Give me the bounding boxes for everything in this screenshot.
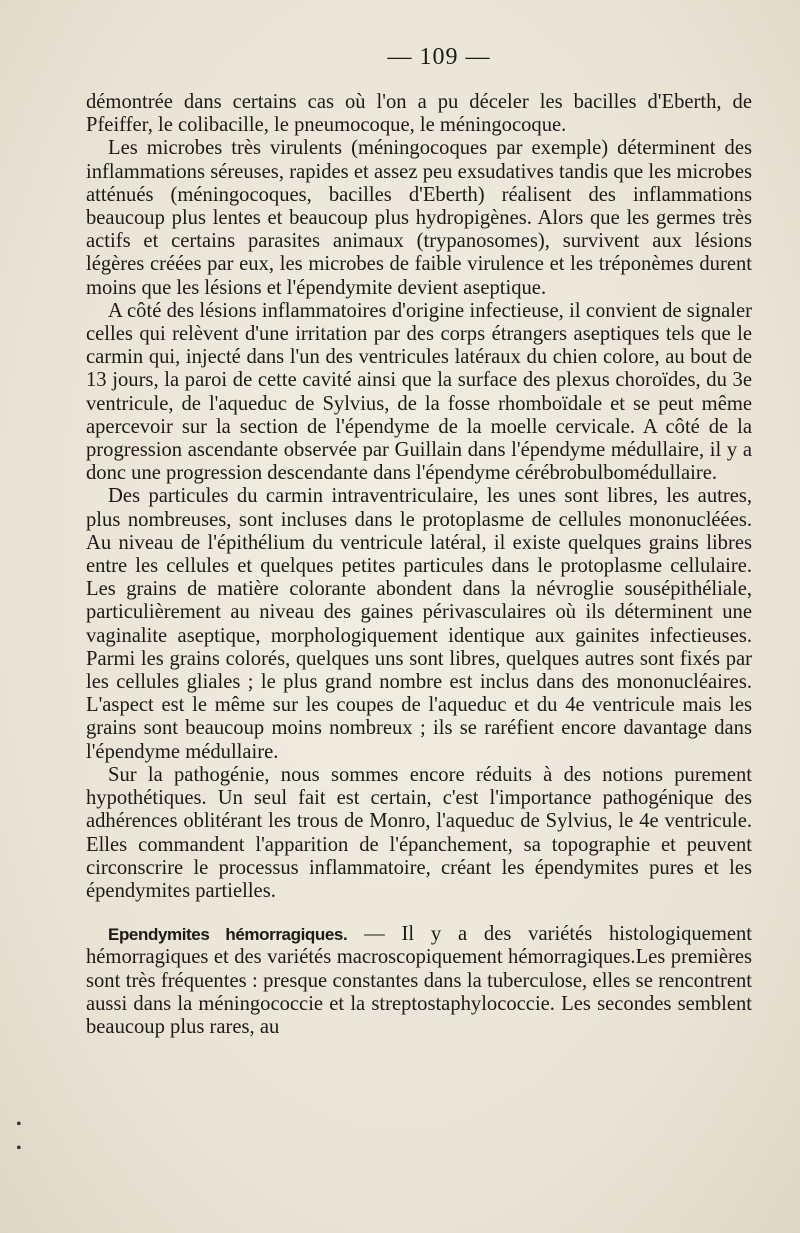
body-text (86, 91, 752, 1039)
paragraph-microbes-virulence: Les microbes très virulents (méningocoques par exemple) déterminent des inflammations séreuses, rapides et assez peu exsudatives tandis que les microbes atténués (méningocoques, bacilles d'Eberth) réalisent des inflammations beaucoup plus lentes et beaucoup plus hydropigènes. Alors que les germes très actifs et certains parasites animaux (trypanosomes), survivent aux lésions légères créées par eux, les microbes de faible virulence et les tréponèmes durent moins que les lésions et l'épendymite devient aseptique. (86, 137, 752, 299)
paragraph-pathogenie: Sur la pathogénie, nous sommes encore réduits à des notions purement hypothétiques. Un seul fait est certain, c'est l'importance pathogénique des adhérences oblitérant les trous de Monro, l'aqueduc de Sylvius, le 4e ventricule. Elles commandent l'apparition de l'épanchement, sa topographie et peuvent circonscrire le processus inflammatoire, créant les épendymites pures et les épendymites partielles. (86, 763, 752, 902)
margin-dot: • (16, 1116, 22, 1133)
section-text: — Il y a des variétés histologiquement hémorragiques et des variétés macroscopiquement hémorragiques.Les premières sont très fréquentes : presque constantes dans la tuberculose, elles se rencontrent aussi dans la méningococcie et la streptostaphylococcie. Les secondes semblent beaucoup plus rares, au (86, 923, 753, 1038)
section-heading: Ependymites hémorragiques. (108, 925, 348, 945)
margin-dot: • (16, 1140, 22, 1157)
paragraph-carmin-particles: Des particules du carmin intraventriculaire, les unes sont libres, les autres, plus nombreuses, sont incluses dans le protoplasme de cellules mononucléées. Au niveau de l'épithélium du ventricule latéral, il existe quelques grains libres entre les cellules et quelques petites particules dans le protoplasme cellulaire. Les grains de matière colorante abondent dans la névroglie sousépithéliale, particulièrement au niveau des gaines périvasculaires où ils déterminent une vaginalite aseptique, morphologiquement identique aux gainites infectieuses. Parmi les grains colorés, quelques uns sont libres, quelques autres sont fixés par les cellules gliales ; le plus grand nombre est inclus dans des mononucléaires. L'aspect est le même sur les coupes de l'aqueduc et du 4e ventricule mais les grains sont beaucoup moins nombreux ; ils se raréfient encore davantage dans l'épendyme médullaire. (86, 485, 752, 763)
paragraph-ependymites-hemorragiques (86, 923, 752, 1039)
paragraph-carmin-irritation: A côté des lésions inflammatoires d'origine infectieuse, il convient de signaler celles qui relèvent d'une irritation par des corps étrangers aseptiques tels que le carmin qui, injecté dans l'un des ventricules latéraux du chien colore, au bout de 13 jours, la paroi de cette cavité ainsi que la surface des plexus choroïdes, du 3e ventricule, de l'aqueduc de Sylvius, de la fosse rhomboïdale et se peut même apercevoir sur la section de l'épendyme de la moelle cervicale. A côté de la progression ascendante observée par Guillain dans l'épendyme médullaire, il y a donc une progression descendante dans l'épendyme cérébrobulbomédullaire. (86, 299, 752, 485)
paragraph-continuation: démontrée dans certains cas où l'on a pu déceler les bacilles d'Eberth, de Pfeiffer, le colibacille, le pneumocoque, le méningocoque. (86, 91, 752, 137)
page-number: — 109 — (387, 44, 491, 70)
